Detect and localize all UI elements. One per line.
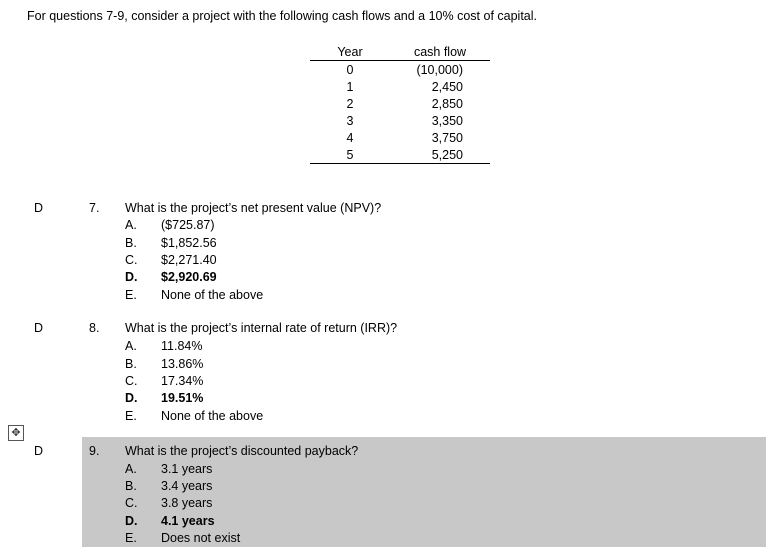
option-letter: B. [125,236,137,250]
table-move-handle-icon[interactable]: ✥ [8,425,24,441]
option-letter: A. [125,339,137,353]
option-letter: A. [125,462,137,476]
cash-flow-cell: 3,350 [431,113,463,128]
question-number: 9. [89,444,100,458]
answer-key: D [34,321,44,335]
answer-key: D [34,444,44,458]
question-text: What is the project’s internal rate of return (IRR)? [125,321,398,335]
option-text: None of the above [161,288,264,302]
table-row [310,61,490,79]
option-text: 19.51% [161,391,204,405]
option-text: ($725.87) [161,218,215,232]
option-letter: B. [125,479,137,493]
question-number: 7. [89,201,100,215]
option-text: 17.34% [161,374,204,388]
header-cash-flow: cash flow [390,43,490,61]
table-header-row [310,43,490,61]
option-letter: C. [125,374,138,388]
table-row [310,129,490,146]
option-text: 3.1 years [161,462,213,476]
table-row [310,78,490,95]
option-letter: C. [125,253,138,267]
question-text: What is the project’s net present value (NPV)? [125,201,382,215]
option-text: None of the above [161,409,264,423]
option-text: $2,271.40 [161,253,217,267]
question-number: 8. [89,321,100,335]
table-row [310,95,490,112]
year-cell: 1 [346,79,354,94]
year-cell: 4 [346,130,354,145]
year-cell: 2 [346,96,354,111]
option-text: 3.8 years [161,496,213,510]
option-text: Does not exist [161,531,241,545]
option-letter: C. [125,496,138,510]
option-letter: D. [125,391,138,405]
intro-text: For questions 7-9, consider a project with the following cash flows and a 10% cost of capital. [27,9,537,23]
cash-flow-cell: (10,000) [416,62,463,77]
option-letter: B. [125,357,137,371]
option-text: $2,920.69 [161,270,217,284]
option-letter: D. [125,514,138,528]
option-text: 11.84% [161,339,203,353]
option-letter: E. [125,288,137,302]
year-cell: 5 [310,146,390,164]
answer-key: D [34,201,44,215]
option-text: 13.86% [161,357,204,371]
cash-flow-cell: 5,250 [390,146,490,164]
cash-flow-cell: 2,850 [431,96,463,111]
option-letter: E. [125,409,137,423]
cash-flow-cell: 2,450 [431,79,463,94]
cash-flow-cell: 3,750 [431,130,463,145]
table-row [310,146,490,164]
year-cell: 0 [346,62,354,77]
cash-flow-table [310,43,490,164]
option-text: 3.4 years [161,479,213,493]
year-cell: 3 [346,113,354,128]
table-row [310,112,490,129]
question-text: What is the project’s discounted payback? [125,444,359,458]
option-letter: A. [125,218,137,232]
option-text: $1,852.56 [161,236,217,250]
header-year: Year [310,43,390,61]
option-letter: D. [125,270,138,284]
option-text: 4.1 years [161,514,215,528]
option-letter: E. [125,531,137,545]
